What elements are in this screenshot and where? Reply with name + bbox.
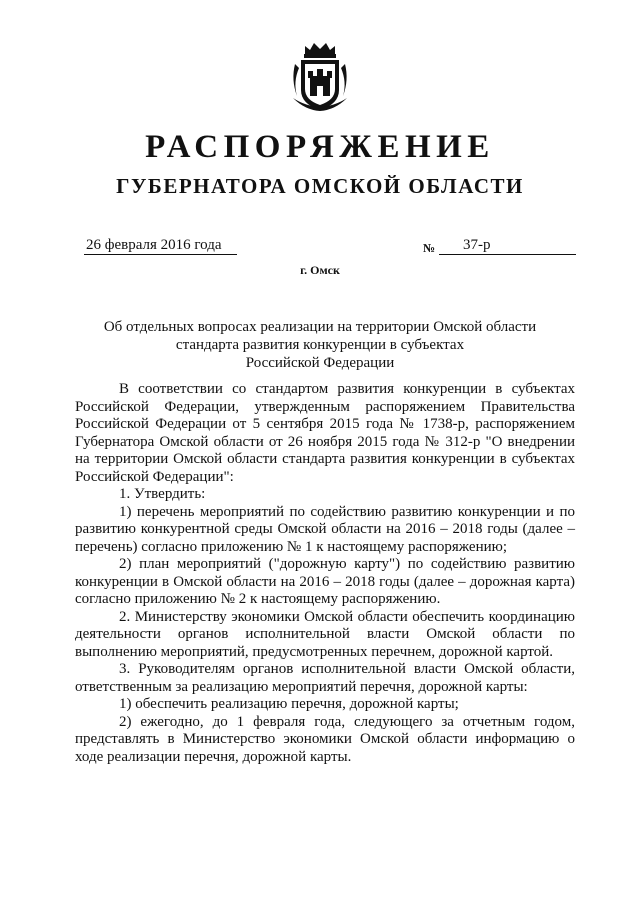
subject-line: Российской Федерации [245, 355, 395, 371]
subject-line: стандарта развития конкуренции в субъектах [175, 337, 465, 353]
body-paragraph: 2. Министерству экономики Омской области обеспечить координацию деятельности органов исполнительной власти Омской области по выполнению мероприятий, предусмотренных перечнем, дорожной картой. [75, 608, 575, 660]
body-paragraph: В соответствии со стандартом развития конкуренции в субъектах Российской Федерации, утвержденным распоряжением Правительства Российской Федерации от 5 сентября 2015 года № 1738-р, распоряжением Губернатора Омской области от 26 ноября 2015 года № 312-р "О внедрении на территории Омской области стандарта развития конкуренции в субъектах Российской Федерации": [75, 381, 575, 485]
document-number: 37-р [439, 236, 576, 255]
body-paragraph: 1. Утвердить: [119, 486, 206, 502]
document-city: г. Омск [300, 263, 340, 277]
body-paragraph: 2) план мероприятий ("дорожную карту") по содействию развитию конкуренции в Омской области на 2016 – 2018 годы (далее – дорожная карта) согласно приложению № 2 к настоящему распоряжению. [75, 556, 575, 607]
document-subtitle: ГУБЕРНАТОРА ОМСКОЙ ОБЛАСТИ [116, 174, 524, 198]
body-paragraph: 1) перечень мероприятий по содействию развитию конкуренции и по развитию конкурентной среды Омской области на 2016 – 2018 годы (далее – перечень) согласно приложению № 1 к настоящему распоряжению; [75, 503, 575, 555]
body-paragraph: 2) ежегодно, до 1 февраля года, следующего за отчетным годом, представлять в Министерство экономики Омской области информацию о ходе реализации перечня, дорожной карты. [75, 713, 575, 765]
document-subject [90, 318, 550, 372]
omsk-coat-of-arms-icon [291, 40, 349, 112]
document-body [75, 381, 575, 766]
number-label: № [423, 241, 436, 255]
body-paragraph: 3. Руководителям органов исполнительной власти Омской области, ответственным за реализацию мероприятий перечня, дорожной карты: [75, 661, 575, 695]
document-date: 26 февраля 2016 года [84, 236, 237, 255]
document-title: РАСПОРЯЖЕНИЕ [145, 129, 495, 165]
body-paragraph: 1) обеспечить реализацию перечня, дорожной карты; [119, 696, 459, 712]
subject-line: Об отдельных вопросах реализации на территории Омской области [103, 319, 537, 335]
